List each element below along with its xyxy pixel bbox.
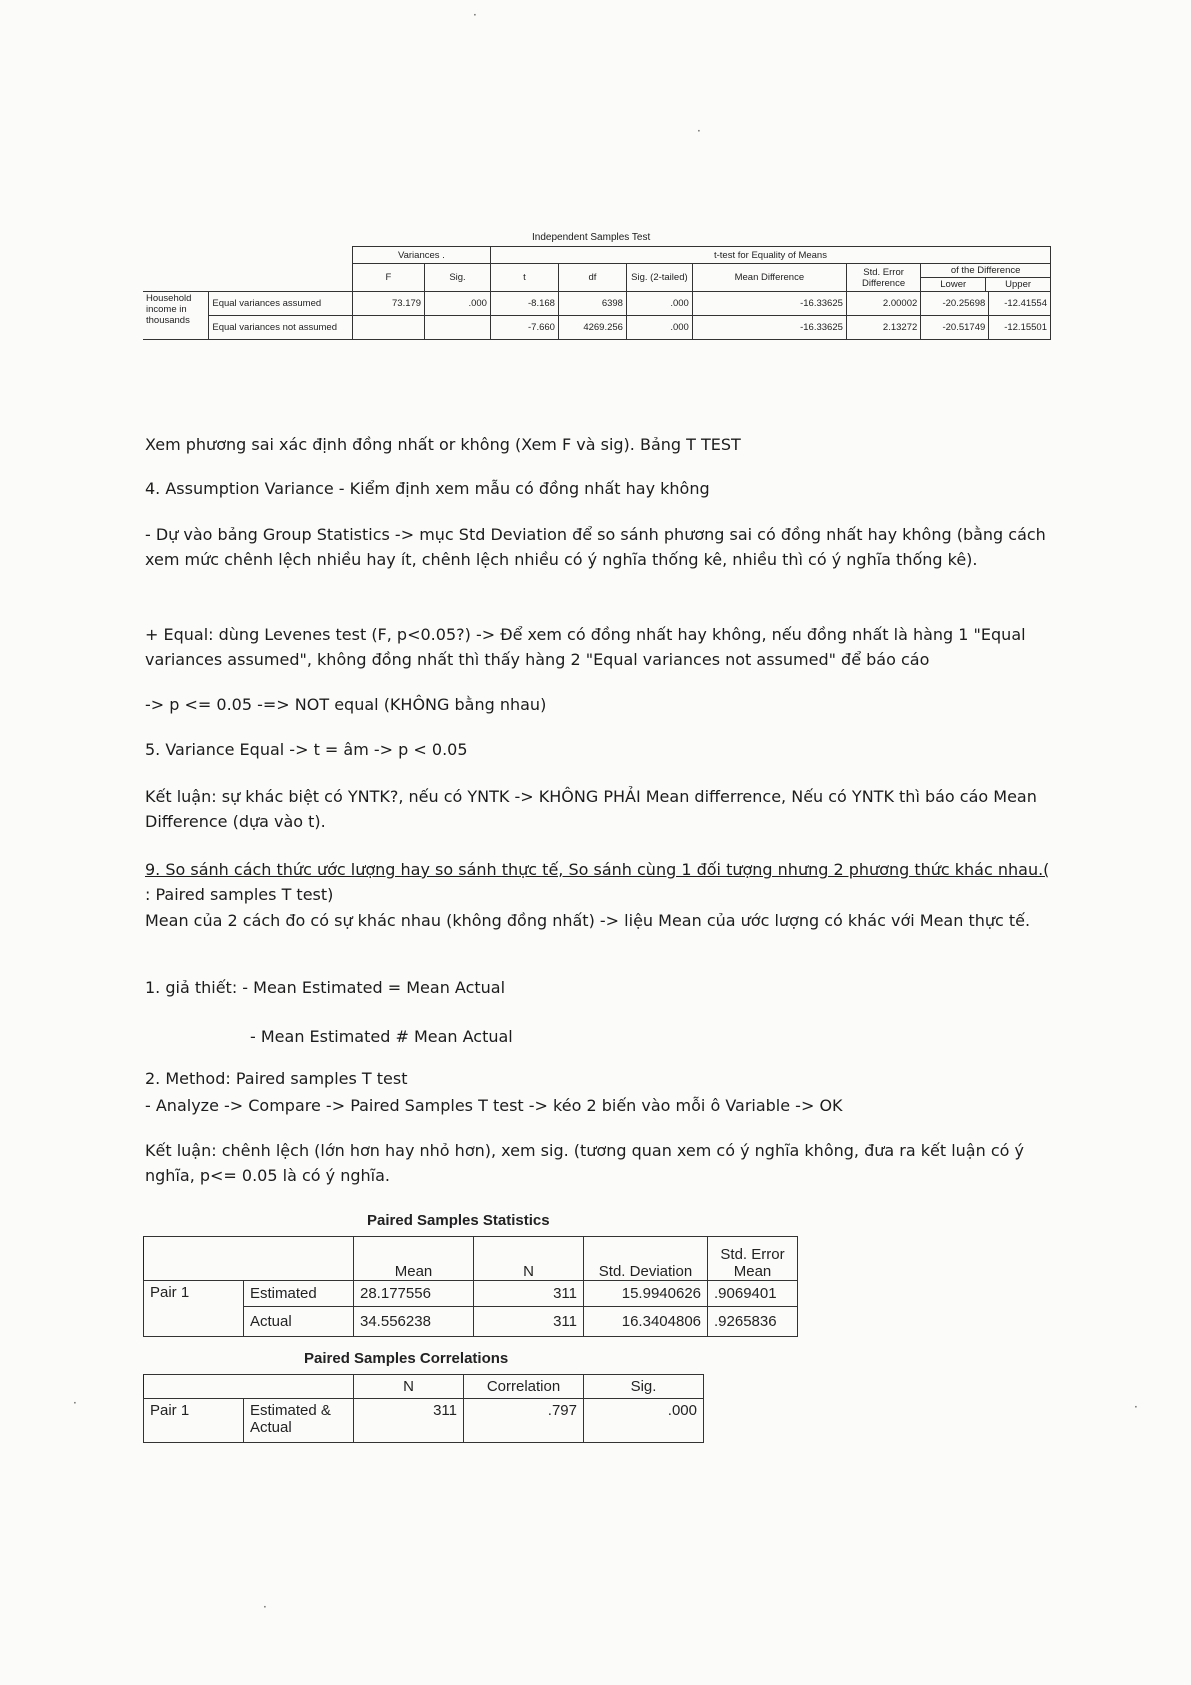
row-label: Estimated	[244, 1281, 354, 1307]
scan-speck: ·	[73, 1396, 77, 1410]
paragraph: 2. Method: Paired samples T test	[145, 1069, 408, 1088]
ist-t-value: -7.660	[490, 316, 558, 340]
paragraph: Mean của 2 cách đo có sự khác nhau (không đồng nhất) -> liệu Mean của ước lượng có khác với Mean thực tế.	[145, 911, 1031, 930]
section-heading	[145, 857, 1050, 907]
col-upper-header: Upper	[1005, 279, 1032, 290]
col-n-header: N	[474, 1237, 584, 1281]
paragraph: + Equal: dùng Levenes test (F, p<0.05?) -> Để xem có đồng nhất hay không, nếu đồng nhất là hàng 1 "Equal variances assumed", không đồng nhất thì thấy hàng 2 "Equal variances not assumed" để báo cáo	[145, 625, 1026, 669]
paired-samples-correlations-table	[143, 1374, 704, 1443]
row-label: Estimated & Actual	[244, 1399, 354, 1443]
paragraph: 4. Assumption Variance - Kiểm định xem mẫu có đồng nhất hay không	[145, 479, 710, 498]
ist-row-equal-not-assumed	[143, 316, 1051, 340]
col-t-header: t	[490, 264, 558, 292]
n-value: 311	[474, 1307, 584, 1337]
n-value: 311	[354, 1399, 464, 1443]
col-mean-diff-header: Mean Difference	[692, 264, 846, 292]
col-df-header: df	[558, 264, 626, 292]
paired-stats-title: Paired Samples Statistics	[367, 1212, 550, 1229]
paragraph: 1. giả thiết: - Mean Estimated = Mean Actual	[145, 978, 506, 997]
ist-sig-value: .000	[425, 292, 491, 316]
paragraph: - Analyze -> Compare -> Paired Samples T test -> kéo 2 biến vào mỗi ô Variable -> OK	[145, 1096, 843, 1115]
col-n-header: N	[354, 1375, 464, 1399]
col-corr-header: Correlation	[464, 1375, 584, 1399]
col-f-header: F	[352, 264, 424, 292]
independent-test-title: Independent Samples Test	[532, 232, 651, 243]
mean-value: 28.177556	[354, 1281, 474, 1307]
ist-upper-value: -12.15501	[989, 316, 1051, 340]
sig-value: .000	[584, 1399, 704, 1443]
section-heading-rest: : Paired samples T test)	[145, 885, 334, 904]
scan-speck: ·	[263, 1600, 267, 1614]
sd-value: 16.3404806	[584, 1307, 708, 1337]
section-heading-underlined: 9. So sánh cách thức ước lượng hay so sánh thực tế, So sánh cùng 1 đối tượng nhưng 2 phương thức khác nhau.(	[145, 860, 1050, 879]
ist-sig2-value: .000	[626, 316, 692, 340]
paragraph: - Dự vào bảng Group Statistics -> mục Std Deviation để so sánh phương sai có đồng nhất hay không (bằng cách xem mức chênh lệch nhiều hay ít, chênh lệch nhiều có ý nghĩa thống kê, nhiều thì có ý nghĩa thống kê).	[145, 525, 1046, 569]
ist-upper-value: -12.41554	[989, 292, 1051, 316]
row-label: Actual	[244, 1307, 354, 1337]
col-se-header: Std. Error Mean	[708, 1237, 798, 1281]
paragraph: Kết luận: sự khác biệt có YNTK?, nếu có YNTK -> KHÔNG PHẢI Mean differrence, Nếu có YNTK thì báo cáo Mean Difference (dựa vào t).	[145, 787, 1037, 831]
paragraph: 5. Variance Equal -> t = âm -> p < 0.05	[145, 740, 468, 759]
scan-speck: ·	[697, 124, 701, 138]
paragraph: Kết luận: chênh lệch (lớn hơn hay nhỏ hơn), xem sig. (tương quan xem có ý nghĩa không, đưa ra kết luận có ý nghĩa, p<= 0.05 là có ý nghĩa.	[145, 1141, 1024, 1185]
sd-value: 15.9940626	[584, 1281, 708, 1307]
ist-variable-label: Household income in thousands	[143, 292, 209, 340]
col-std-err-header: Std. Error Difference	[846, 264, 920, 292]
ist-std-err-value: 2.13272	[846, 316, 920, 340]
paragraph: -> p <= 0.05 -=> NOT equal (KHÔNG bằng nhau)	[145, 695, 547, 714]
ist-row-equal-assumed	[143, 292, 1051, 316]
independent-samples-test-table	[143, 246, 1051, 340]
paired-corr-header-row	[144, 1375, 704, 1399]
col-lower-header: Lower	[921, 278, 986, 291]
ci-group-header: of the Difference	[921, 264, 1050, 278]
levene-group-header: Variances .	[352, 247, 490, 264]
corr-value: .797	[464, 1399, 584, 1443]
ist-lower-value: -20.51749	[921, 316, 989, 340]
ist-f-value	[352, 316, 424, 340]
paragraph: - Mean Estimated # Mean Actual	[250, 1027, 513, 1046]
ist-header-row-2	[143, 264, 1051, 292]
ist-f-value: 73.179	[352, 292, 424, 316]
col-sig-header: Sig.	[584, 1375, 704, 1399]
ist-sig-value	[425, 316, 491, 340]
se-value: .9265836	[708, 1307, 798, 1337]
scan-speck: ·	[473, 8, 477, 22]
col-sd-header: Std. Deviation	[584, 1237, 708, 1281]
col-sig2-header: Sig. (2-tailed)	[626, 264, 692, 292]
ist-lower-value: -20.25698	[921, 292, 989, 316]
col-mean-header: Mean	[354, 1237, 474, 1281]
ist-sig2-value: .000	[626, 292, 692, 316]
ttest-group-header: t-test for Equality of Means	[490, 247, 1050, 264]
paired-corr-row	[144, 1399, 704, 1443]
ist-std-err-value: 2.00002	[846, 292, 920, 316]
ist-t-value: -8.168	[490, 292, 558, 316]
mean-value: 34.556238	[354, 1307, 474, 1337]
ist-header-row-1	[143, 247, 1051, 264]
paragraph: Xem phương sai xác định đồng nhất or không (Xem F và sig). Bảng T TEST	[145, 435, 741, 454]
ist-df-value: 6398	[558, 292, 626, 316]
ist-mean-diff-value: -16.33625	[692, 292, 846, 316]
pair-label: Pair 1	[144, 1281, 244, 1337]
col-sig-header: Sig.	[425, 264, 491, 292]
ist-row-label: Equal variances assumed	[209, 292, 352, 316]
scan-speck: ·	[1134, 1400, 1138, 1414]
se-value: .9069401	[708, 1281, 798, 1307]
paired-stats-row-estimated	[144, 1281, 798, 1307]
ist-mean-diff-value: -16.33625	[692, 316, 846, 340]
n-value: 311	[474, 1281, 584, 1307]
ist-df-value: 4269.256	[558, 316, 626, 340]
paired-samples-statistics-table	[143, 1236, 798, 1337]
paired-corr-title: Paired Samples Correlations	[304, 1350, 509, 1367]
ist-row-label: Equal variances not assumed	[209, 316, 352, 340]
paired-stats-header-row	[144, 1237, 798, 1281]
pair-label: Pair 1	[144, 1399, 244, 1443]
